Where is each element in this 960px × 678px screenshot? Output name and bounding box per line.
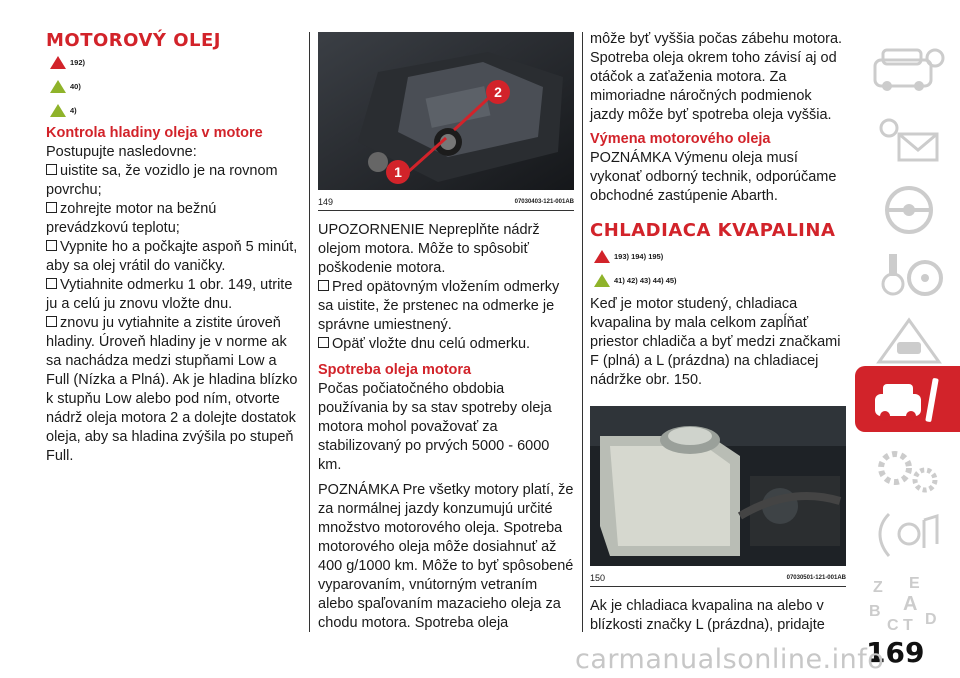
figure-code: 07030403-121-001AB xyxy=(514,199,574,205)
tab-maintenance[interactable] xyxy=(855,366,960,432)
paragraph: môže byť vyššia počas zábehu motora. Spotreba oleja okrem toho závisí aj od otáčok a zaťaženia motora. Za mimoriadne náročných podmienok jazdy môže byť spotreba oleja vyššia. xyxy=(590,31,843,123)
paragraph: POZNÁMKA Pre všetky motory platí, že za normálnej jazdy konzumujú určité množstvo motorového oleja. Spotreba motorového oleja môže dosiahnuť až 400 g/1000 km. Môže to byť spôsobené vyparovaním, vnútorným vetraním alebo spaľovaním mazacieho oleja za chodu motora. Spotreba oleja xyxy=(318,482,574,631)
figure-number: 150 xyxy=(590,573,606,583)
svg-text:B: B xyxy=(869,603,881,620)
figure-149 xyxy=(318,32,574,211)
driving-icon xyxy=(869,248,949,304)
section-title-engine-oil: MOTOROVÝ OLEJ xyxy=(46,30,221,51)
column-2 xyxy=(318,0,574,633)
figure-number: 149 xyxy=(318,197,334,207)
engine-bay-photo xyxy=(318,32,574,190)
multimedia-icon xyxy=(869,508,949,564)
list-item: Vypnite ho a počkajte aspoň 5 minút, aby sa olej vrátil do vaničky. xyxy=(46,239,298,274)
warning-ref-2: 41) 42) 43) 44) 45) xyxy=(594,271,846,289)
subheading-oil-consumption: Spotreba oleja motora xyxy=(318,362,472,378)
caution-triangle-icon xyxy=(50,104,66,117)
svg-text:2: 2 xyxy=(494,84,502,100)
tab-index[interactable] xyxy=(855,566,960,632)
checkbox-bullet-icon xyxy=(46,240,57,251)
svg-text:T: T xyxy=(903,617,913,634)
list-item: Opäť vložte dnu celú odmerku. xyxy=(318,335,574,354)
tab-car-info[interactable] xyxy=(855,36,960,102)
svg-text:D: D xyxy=(925,611,937,628)
list-item: znovu ju vytiahnite a zistite úroveň hladiny. Úroveň hladiny je v norme ak sa nachádza medzi stupňami Low a Full (Nízka a Plná). Ak je hladina blízko k stupňu Low alebo pod ním, otvorte nádrž oleja motora 2 a dolejte dostatok oleja, aby sa hladina zvýšila po stupeň Full. xyxy=(46,315,298,464)
coolant-reservoir-photo xyxy=(590,406,846,566)
subheading-oil-level-check: Kontrola hladiny oleja v motore xyxy=(46,125,263,141)
checkbox-bullet-icon xyxy=(46,164,57,175)
list-item: Pred opätovným vložením odmerky sa uistite, že prstenec na odmerke je správne umiestnený. xyxy=(318,279,560,333)
tab-safety[interactable] xyxy=(855,176,960,242)
svg-text:1: 1 xyxy=(394,164,402,180)
tab-technical-data[interactable] xyxy=(855,436,960,502)
paragraph: POZNÁMKA Výmenu oleja musí vykonať odborný technik, odporúčame obchodné zastúpenie Abarth. xyxy=(590,150,837,204)
technical-data-icon xyxy=(869,442,949,498)
checkbox-bullet-icon xyxy=(46,202,57,213)
list-item: zohrejte motor na bežnú prevádzkovú teplotu; xyxy=(46,201,217,236)
car-info-icon xyxy=(869,42,949,98)
checkbox-bullet-icon xyxy=(318,280,329,291)
tab-driving[interactable] xyxy=(855,242,960,308)
intro-text: Postupujte nasledovne: xyxy=(46,144,197,160)
tab-warning-lights[interactable] xyxy=(855,106,960,172)
figure-code: 07030501-121-001AB xyxy=(786,575,846,581)
svg-text:C: C xyxy=(887,617,899,634)
warning-ref-3: 4) xyxy=(50,101,300,119)
caution-triangle-icon xyxy=(594,274,610,287)
checkbox-bullet-icon xyxy=(46,316,57,327)
figure-150 xyxy=(590,406,846,587)
emergency-icon xyxy=(869,314,949,370)
watermark: carmanualsonline.info xyxy=(575,644,885,675)
warning-lights-icon xyxy=(869,112,949,168)
section-title-coolant: CHLADIACA KVAPALINA xyxy=(590,220,836,241)
index-icon xyxy=(869,572,949,638)
paragraph: Ak je chladiaca kvapalina na alebo v blízkosti značky L (prázdna), pridajte xyxy=(590,598,825,633)
list-item: Vytiahnite odmerku 1 obr. 149, utrite ju a celú ju znovu vložte dnu. xyxy=(46,277,293,312)
column-divider xyxy=(582,32,583,632)
warning-ref-1: 193) 194) 195) xyxy=(594,247,846,265)
figure-caption xyxy=(590,571,846,587)
caution-triangle-icon xyxy=(50,80,66,93)
column-3 xyxy=(590,0,846,635)
chapter-sidebar xyxy=(855,36,960,636)
svg-text:A: A xyxy=(903,593,918,615)
checkbox-bullet-icon xyxy=(318,337,329,348)
page-number: 169 xyxy=(866,636,925,669)
warning-triangle-icon xyxy=(594,250,610,263)
column-divider xyxy=(309,32,310,632)
warning-text: UPOZORNENIE Nepreplňte nádrž olejom motora. Môže to spôsobiť poškodenie motora. xyxy=(318,222,540,276)
tab-multimedia[interactable] xyxy=(855,502,960,568)
warning-triangle-icon xyxy=(50,56,66,69)
figure-caption xyxy=(318,195,574,211)
svg-text:Z: Z xyxy=(873,579,883,596)
maintenance-icon xyxy=(869,372,949,428)
list-item: uistite sa, že vozidlo je na rovnom povrchu; xyxy=(46,163,278,198)
warning-ref-2: 40) xyxy=(50,77,300,95)
subheading-oil-change: Výmena motorového oleja xyxy=(590,131,771,147)
paragraph: Počas počiatočného obdobia používania by sa stav spotreby oleja motora mohol považovať za stabilizovaný po prvých 5000 - 6000 km. xyxy=(318,381,552,473)
warning-ref-1: 192) xyxy=(50,53,300,71)
tab-emergency[interactable] xyxy=(855,308,960,374)
safety-icon xyxy=(869,182,949,238)
checkbox-bullet-icon xyxy=(46,278,57,289)
column-1 xyxy=(46,0,300,466)
svg-text:E: E xyxy=(909,575,920,592)
paragraph: Keď je motor studený, chladiaca kvapalina by mala celkom zapĺňať priestor chladiča a byť medzi značkami F (plná) a L (prázdna) na chladiacej nádržke obr. 150. xyxy=(590,296,841,388)
